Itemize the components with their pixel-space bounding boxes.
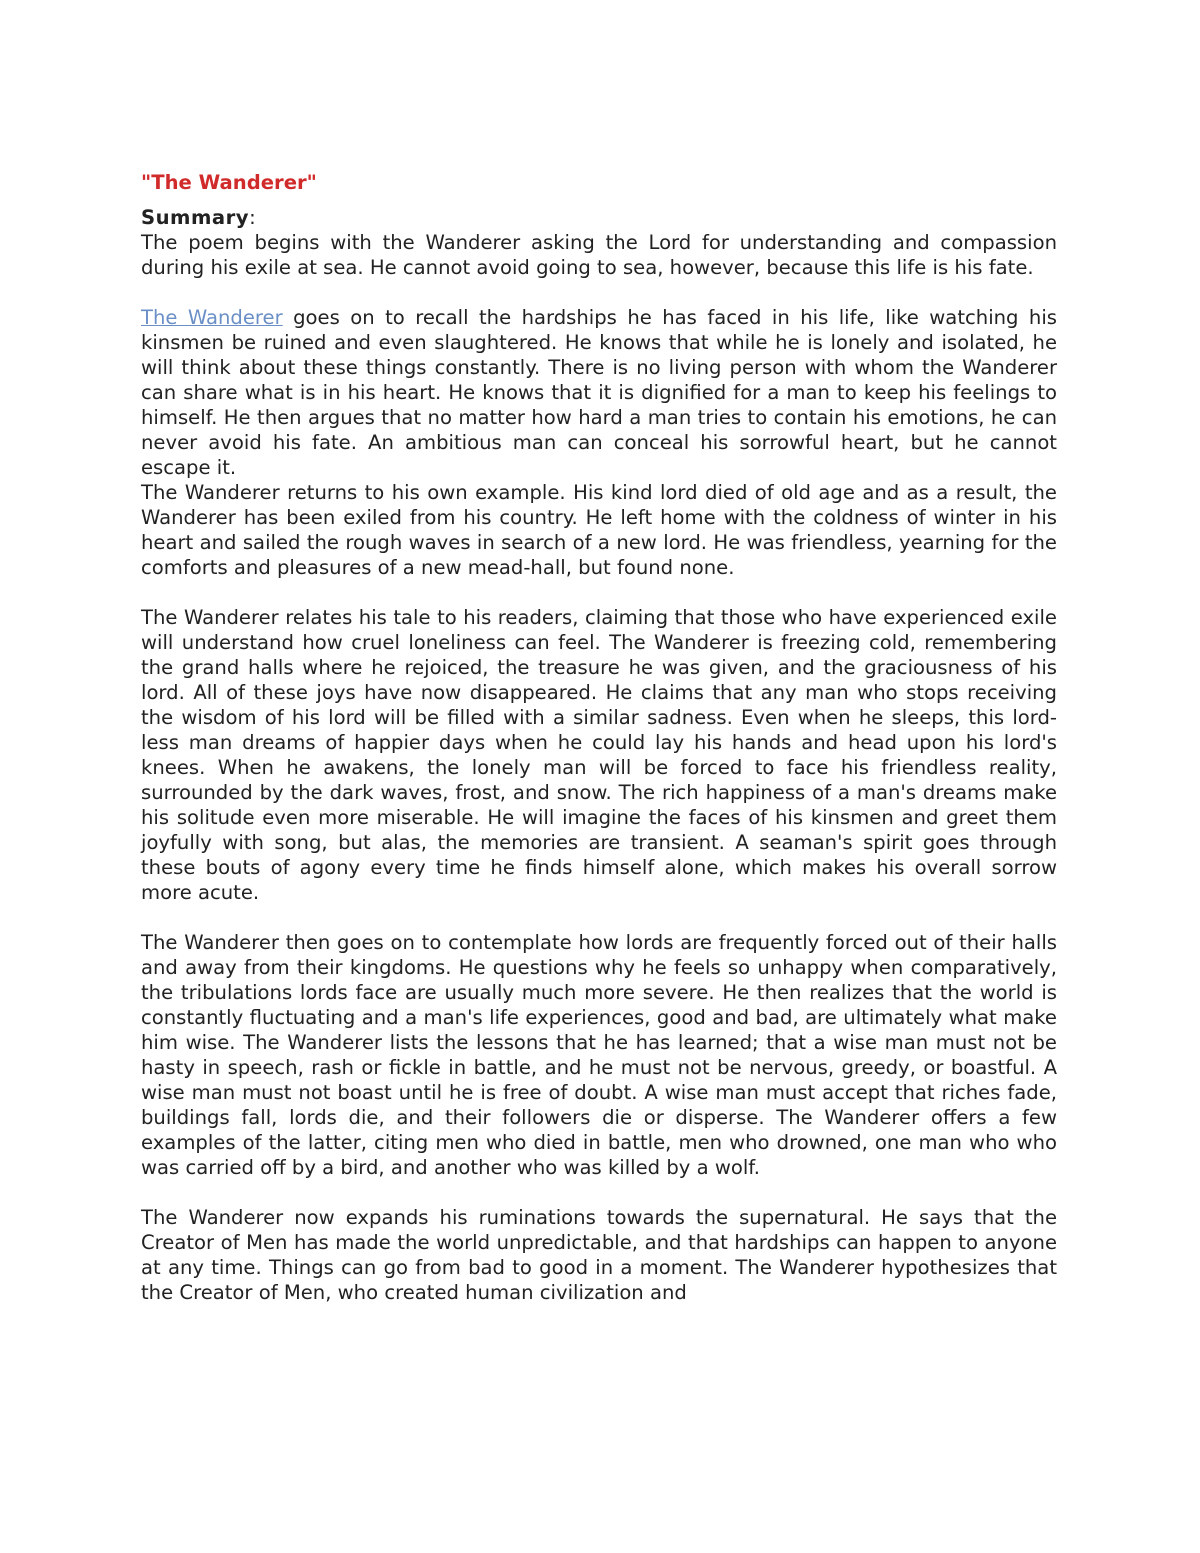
- summary-colon: :: [249, 206, 256, 229]
- wanderer-link[interactable]: The Wanderer: [141, 306, 283, 329]
- paragraph-intro: The poem begins with the Wanderer asking the Lord for understanding and compassion during his exile at sea. He cannot avoid going to sea, however, because this life is his fate.: [141, 231, 1057, 279]
- paragraph-own-example: The Wanderer returns to his own example. His kind lord died of old age and as a result, the Wanderer has been exiled from his country. He left home with the coldness of winter in his heart and sailed the rough waves in search of a new lord. He was friendless, yearning for the comforts and pleasures of a new mead-hall, but found none.: [141, 481, 1057, 579]
- summary-label: Summary: [141, 206, 250, 229]
- document-page: [141, 170, 1057, 1305]
- paragraph-hardships: [141, 305, 1057, 480]
- summary-heading: [141, 205, 1057, 230]
- document-title: "The Wanderer": [141, 171, 317, 194]
- paragraph-tale: The Wanderer relates his tale to his readers, claiming that those who have experienced exile will understand how cruel loneliness can feel. The Wanderer is freezing cold, remembering the grand halls where he rejoiced, the treasure he was given, and the graciousness of his lord. All of these joys have now disappeared. He claims that any man who stops receiving the wisdom of his lord will be filled with a similar sadness. Even when he sleeps, this lord-less man dreams of happier days when he could lay his hands and head upon his lord's knees. When he awakens, the lonely man will be forced to face his friendless reality, surrounded by the dark waves, frost, and snow. The rich happiness of a man's dreams make his solitude even more miserable. He will imagine the faces of his kinsmen and greet them joyfully with song, but alas, the memories are transient. A seaman's spirit goes through these bouts of agony every time he finds himself alone, which makes his overall sorrow more acute.: [141, 606, 1057, 904]
- paragraph-hardships-text: goes on to recall the hardships he has faced in his life, like watching his kinsmen be ruined and even slaughtered. He knows that while he is lonely and isolated, he will think about these things constantly. There is no living person with whom the Wanderer can share what is in his heart. He knows that it is dignified for a man to keep his feelings to himself. He then argues that no matter how hard a man tries to contain his emotions, he can never avoid his fate. An ambitious man can conceal his sorrowful heart, but he cannot escape it.: [141, 306, 1058, 479]
- paragraph-supernatural: The Wanderer now expands his ruminations towards the supernatural. He says that the Creator of Men has made the world unpredictable, and that hardships can happen to anyone at any time. Things can go from bad to good in a moment. The Wanderer hypothesizes that the Creator of Men, who created human civilization and: [141, 1206, 1057, 1304]
- paragraph-contemplation: The Wanderer then goes on to contemplate how lords are frequently forced out of their halls and away from their kingdoms. He questions why he feels so unhappy when comparatively, the tribulations lords face are usually much more severe. He then realizes that the world is constantly fluctuating and a man's life experiences, good and bad, are ultimately what make him wise. The Wanderer lists the lessons that he has learned; that a wise man must not be hasty in speech, rash or fickle in battle, and he must not be nervous, greedy, or boastful. A wise man must not boast until he is free of doubt. A wise man must accept that riches fade, buildings fall, lords die, and their followers die or disperse. The Wanderer offers a few examples of the latter, citing men who died in battle, men who drowned, one man who who was carried off by a bird, and another who was killed by a wolf.: [141, 931, 1057, 1179]
